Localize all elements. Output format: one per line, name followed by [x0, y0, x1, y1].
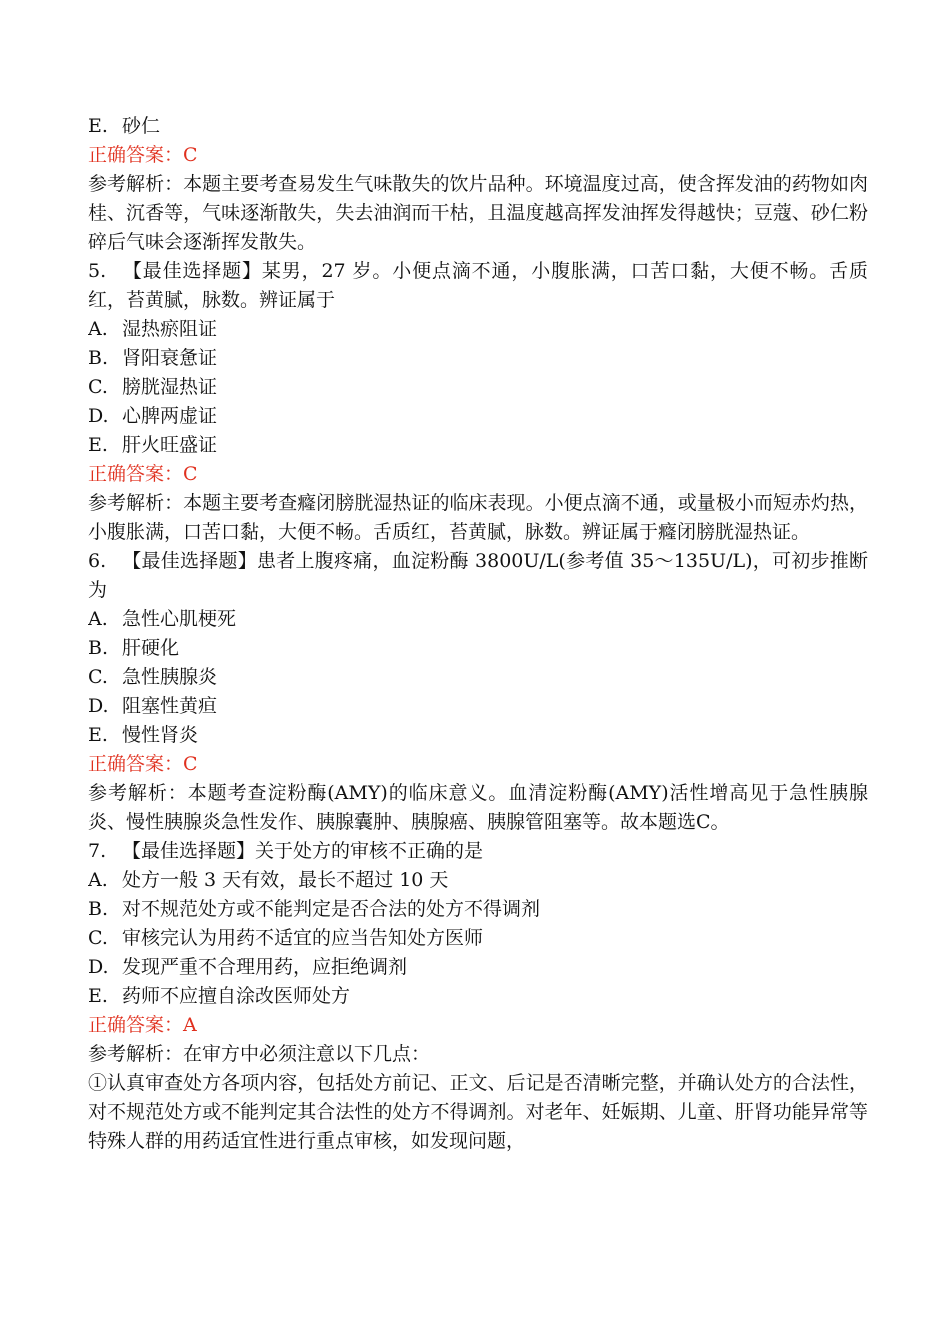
answer-option [88, 924, 868, 953]
answer-option [88, 953, 868, 982]
option-text: 湿热瘀阻证 [122, 318, 218, 340]
answer-option [88, 402, 868, 431]
answer-option [88, 982, 868, 1011]
option-letter: E. [88, 115, 108, 137]
option-letter: A. [88, 608, 108, 630]
option-letter: C. [88, 376, 108, 398]
option-letter: E. [88, 434, 108, 456]
option-text: 处方一般 3 天有效，最长不超过 10 天 [122, 869, 449, 891]
document-page [88, 112, 868, 1156]
question-number: 6. [88, 550, 107, 572]
option-text: 审核完认为用药不适宜的应当告知处方医师 [122, 927, 484, 949]
option-letter: B. [88, 637, 109, 659]
option-letter: A. [88, 869, 108, 891]
question-number: 5. [88, 260, 107, 282]
option-letter: C. [88, 927, 108, 949]
option-text: 慢性肾炎 [122, 724, 199, 746]
correct-answer: 正确答案：A [88, 1014, 197, 1036]
option-text: 药师不应擅自涂改医师处方 [122, 985, 351, 1007]
explanation-paragraph: 参考解析：本题主要考查易发生气味散失的饮片品种。环境温度过高，使含挥发油的药物如肉桂、沉香等，气味逐渐散失，失去油润而干枯，且温度越高挥发油挥发得越快；豆蔻、砂仁粉碎后气味会逐渐挥发散失。 [88, 173, 868, 253]
option-letter: D. [88, 695, 109, 717]
explanation-paragraph: ①认真审查处方各项内容，包括处方前记、正文、后记是否清晰完整，并确认处方的合法性，对不规范处方或不能判定其合法性的处方不得调剂。对老年、妊娠期、儿童、肝肾功能异常等特殊人群的用药适宜性进行重点审核，如发现问题， [88, 1072, 868, 1152]
answer-option [88, 431, 868, 460]
answer-option [88, 373, 868, 402]
question-text: 【最佳选择题】某男，27 岁。小便点滴不通，小腹胀满，口苦口黏，大便不畅。舌质红，苔黄腻，脉数。辨证属于 [88, 260, 868, 311]
question [88, 837, 868, 866]
explanation-paragraph: 参考解析：本题考查淀粉酶(AMY)的临床意义。血清淀粉酶(AMY)活性增高见于急性胰腺炎、慢性胰腺炎急性发作、胰腺囊肿、胰腺癌、胰腺管阻塞等。故本题选C。 [88, 782, 868, 833]
option-letter: D. [88, 405, 109, 427]
option-text: 膀胱湿热证 [122, 376, 218, 398]
option-letter: D. [88, 956, 109, 978]
answer-option [88, 634, 868, 663]
question-text: 【最佳选择题】患者上腹疼痛，血淀粉酶 3800U/L(参考值 35～135U/L)，可初步推断为 [88, 550, 868, 601]
correct-answer: 正确答案：C [88, 144, 198, 166]
option-text: 砂仁 [122, 115, 161, 137]
answer-option [88, 721, 868, 750]
correct-answer: 正确答案：C [88, 463, 198, 485]
answer-option [88, 692, 868, 721]
option-text: 肝硬化 [122, 637, 180, 659]
answer-option [88, 866, 868, 895]
option-text: 急性胰腺炎 [122, 666, 218, 688]
option-letter: E. [88, 985, 108, 1007]
option-letter: B. [88, 347, 109, 369]
question [88, 257, 868, 315]
option-letter: C. [88, 666, 108, 688]
question [88, 547, 868, 605]
answer-option [88, 112, 868, 141]
answer-option [88, 663, 868, 692]
explanation-paragraph: 参考解析：在审方中必须注意以下几点： [88, 1043, 431, 1065]
option-text: 心脾两虚证 [122, 405, 218, 427]
option-letter: A. [88, 318, 108, 340]
explanation-paragraph: 参考解析：本题主要考查癃闭膀胱湿热证的临床表现。小便点滴不通，或量极小而短赤灼热，小腹胀满，口苦口黏，大便不畅。舌质红，苔黄腻，脉数。辨证属于癃闭膀胱湿热证。 [88, 492, 868, 543]
option-text: 急性心肌梗死 [122, 608, 237, 630]
option-text: 肝火旺盛证 [122, 434, 218, 456]
question-number: 7. [88, 840, 107, 862]
question-text: 【最佳选择题】关于处方的审核不正确的是 [122, 840, 484, 862]
answer-option [88, 605, 868, 634]
option-letter: B. [88, 898, 109, 920]
answer-option [88, 344, 868, 373]
option-text: 发现严重不合理用药，应拒绝调剂 [122, 956, 408, 978]
option-text: 阻塞性黄疸 [122, 695, 218, 717]
answer-option [88, 895, 868, 924]
correct-answer: 正确答案：C [88, 753, 198, 775]
option-letter: E. [88, 724, 108, 746]
option-text: 肾阳衰惫证 [122, 347, 218, 369]
answer-option [88, 315, 868, 344]
option-text: 对不规范处方或不能判定是否合法的处方不得调剂 [122, 898, 541, 920]
